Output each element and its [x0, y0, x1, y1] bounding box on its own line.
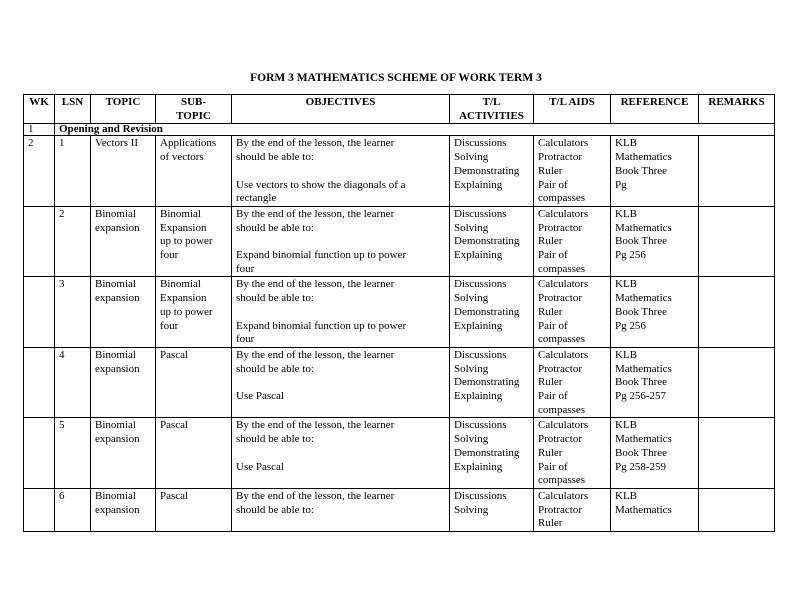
reference-line: Book Three: [615, 305, 668, 318]
activities-line: Discussions: [454, 489, 507, 502]
aids-line: compasses: [538, 192, 586, 205]
aids-cell: [534, 347, 611, 418]
objective-intro-line: By the end of the lesson, the learner: [236, 278, 395, 291]
header-reference: REFERENCE: [611, 95, 699, 124]
activities-line: Discussions: [454, 207, 507, 220]
header-wk: WK: [24, 95, 55, 124]
activities-line: Solving: [454, 221, 489, 234]
activities-line: Solving: [454, 503, 489, 516]
subtopic-line: Applications: [160, 137, 217, 150]
reference-line: Pg 258-259: [615, 460, 667, 473]
reference-line: KLB: [615, 348, 637, 361]
topic-cell: [91, 136, 156, 207]
topic-line: expansion: [95, 433, 140, 446]
reference-line: Mathematics: [615, 292, 672, 305]
wk-cell: 2: [24, 136, 55, 207]
subtopic-line: Pascal: [160, 348, 189, 361]
table-row: [24, 347, 775, 418]
objective-spacer: [236, 447, 445, 461]
aids-line: compasses: [538, 333, 586, 346]
activities-line: Solving: [454, 292, 489, 305]
objective-detail-line: Use vectors to show the diagonals of a: [236, 178, 406, 191]
table-body: [24, 124, 775, 532]
aids-line: Pair of: [538, 249, 568, 262]
topic-line: expansion: [95, 362, 140, 375]
header-subtopic-line: SUB-: [180, 96, 207, 108]
topic-cell: [91, 277, 156, 348]
aids-line: Calculators: [538, 278, 589, 291]
objective-intro-line: should be able to:: [236, 433, 314, 446]
reference-cell: [611, 206, 699, 277]
reference-line: Pg: [615, 178, 627, 191]
activities-line: Discussions: [454, 278, 507, 291]
reference-line: Mathematics: [615, 221, 672, 234]
activities-line: Demonstrating: [454, 235, 520, 248]
reference-line: KLB: [615, 137, 637, 150]
topic-line: expansion: [95, 503, 140, 516]
activities-line: Demonstrating: [454, 376, 520, 389]
aids-line: Calculators: [538, 137, 589, 150]
activities-line: Explaining: [454, 178, 503, 191]
objectives-cell: [232, 277, 450, 348]
subtopic-line: up to power: [160, 305, 213, 318]
reference-cell: [611, 277, 699, 348]
reference-line: Book Three: [615, 376, 668, 389]
aids-line: Pair of: [538, 460, 568, 473]
objective-detail-line: Expand binomial function up to power: [236, 249, 407, 262]
lsn-cell: 5: [55, 418, 91, 489]
wk-cell: [24, 277, 55, 348]
header-topic: TOPIC: [91, 95, 156, 124]
subtopic-line: Expansion: [160, 221, 207, 234]
objective-intro-line: should be able to:: [236, 503, 314, 516]
activities-line: Explaining: [454, 249, 503, 262]
activities-line: Discussions: [454, 137, 507, 150]
activities-line: Explaining: [454, 319, 503, 332]
remarks-cell: [699, 206, 775, 277]
aids-line: Calculators: [538, 419, 589, 432]
aids-cell: [534, 136, 611, 207]
reference-line: KLB: [615, 419, 637, 432]
aids-line: Protractor: [538, 221, 582, 234]
activities-line: Demonstrating: [454, 305, 520, 318]
activities-line: Explaining: [454, 390, 503, 403]
activities-line: Demonstrating: [454, 164, 520, 177]
topic-line: Binomial: [95, 419, 136, 432]
topic-line: Binomial: [95, 348, 136, 361]
activities-line: Solving: [454, 362, 489, 375]
objective-spacer: [236, 165, 445, 179]
opening-label-cell: Opening and Revision: [55, 124, 775, 136]
lsn-cell: 4: [55, 347, 91, 418]
activities-line: Discussions: [454, 348, 507, 361]
activities-line: Explaining: [454, 460, 503, 473]
activities-cell: [450, 136, 534, 207]
header-remarks: REMARKS: [699, 95, 775, 124]
topic-cell: [91, 418, 156, 489]
objective-intro-line: should be able to:: [236, 362, 314, 375]
wk-cell: [24, 418, 55, 489]
topic-cell: [91, 206, 156, 277]
reference-line: Mathematics: [615, 433, 672, 446]
subtopic-line: Expansion: [160, 292, 207, 305]
objectives-cell: [232, 136, 450, 207]
subtopic-cell: [156, 418, 232, 489]
table-row: [24, 136, 775, 207]
header-subtopic-line: TOPIC: [176, 109, 211, 122]
reference-cell: [611, 418, 699, 489]
reference-line: Pg 256: [615, 319, 646, 332]
subtopic-line: up to power: [160, 235, 213, 248]
aids-line: Calculators: [538, 348, 589, 361]
header-aids: T/L AIDS: [534, 95, 611, 124]
objective-spacer: [236, 376, 445, 390]
subtopic-cell: [156, 488, 232, 531]
remarks-cell: [699, 277, 775, 348]
aids-line: Ruler: [538, 517, 563, 530]
aids-line: Ruler: [538, 164, 563, 177]
aids-line: Ruler: [538, 376, 563, 389]
wk-cell: [24, 206, 55, 277]
reference-cell: [611, 488, 699, 531]
objective-intro-line: should be able to:: [236, 151, 314, 164]
aids-line: Protractor: [538, 503, 582, 516]
aids-cell: [534, 206, 611, 277]
header-objectives: OBJECTIVES: [232, 95, 450, 124]
reference-line: Book Three: [615, 235, 668, 248]
aids-line: Ruler: [538, 446, 563, 459]
activities-line: Solving: [454, 151, 489, 164]
remarks-cell: [699, 136, 775, 207]
header-activities-line: T/L: [482, 96, 501, 108]
subtopic-cell: [156, 136, 232, 207]
activities-cell: [450, 277, 534, 348]
objective-detail-line: Expand binomial function up to power: [236, 319, 407, 332]
aids-cell: [534, 488, 611, 531]
reference-line: Mathematics: [615, 362, 672, 375]
aids-line: Ruler: [538, 305, 563, 318]
wk-cell: [24, 488, 55, 531]
reference-cell: [611, 347, 699, 418]
header-row: [24, 95, 775, 124]
header-activities-line: ACTIVITIES: [459, 109, 524, 122]
aids-line: Calculators: [538, 207, 589, 220]
objective-intro-line: By the end of the lesson, the learner: [236, 137, 395, 150]
header-lsn: LSN: [55, 95, 91, 124]
subtopic-line: Binomial: [160, 278, 201, 291]
table-row: [24, 418, 775, 489]
aids-line: Pair of: [538, 390, 568, 403]
subtopic-line: of vectors: [160, 151, 204, 164]
aids-line: Protractor: [538, 292, 582, 305]
header-activities: [450, 95, 534, 124]
objective-intro-line: By the end of the lesson, the learner: [236, 419, 395, 432]
objective-intro-line: By the end of the lesson, the learner: [236, 348, 395, 361]
activities-line: Demonstrating: [454, 446, 520, 459]
activities-cell: [450, 418, 534, 489]
subtopic-cell: [156, 206, 232, 277]
reference-line: KLB: [615, 278, 637, 291]
topic-cell: [91, 488, 156, 531]
topic-line: Binomial: [95, 278, 136, 291]
topic-line: Vectors II: [95, 137, 139, 150]
lsn-cell: 6: [55, 488, 91, 531]
aids-cell: [534, 418, 611, 489]
reference-line: Book Three: [615, 164, 668, 177]
objectives-cell: [232, 488, 450, 531]
aids-line: Protractor: [538, 433, 582, 446]
objectives-cell: [232, 347, 450, 418]
reference-line: Pg 256-257: [615, 390, 667, 403]
wk-cell: [24, 347, 55, 418]
reference-cell: [611, 136, 699, 207]
objective-spacer: [236, 306, 445, 320]
header-subtopic: [156, 95, 232, 124]
reference-line: Book Three: [615, 446, 668, 459]
aids-line: compasses: [538, 262, 586, 275]
activities-cell: [450, 347, 534, 418]
lsn-cell: 3: [55, 277, 91, 348]
lsn-cell: 2: [55, 206, 91, 277]
reference-line: KLB: [615, 207, 637, 220]
objective-intro-line: should be able to:: [236, 292, 314, 305]
table-row: [24, 488, 775, 531]
subtopic-cell: [156, 347, 232, 418]
topic-line: expansion: [95, 292, 140, 305]
subtopic-line: four: [160, 249, 179, 262]
objective-detail-line: rectangle: [236, 192, 277, 205]
subtopic-line: four: [160, 319, 179, 332]
topic-line: expansion: [95, 221, 140, 234]
remarks-cell: [699, 488, 775, 531]
aids-line: Pair of: [538, 178, 568, 191]
topic-cell: [91, 347, 156, 418]
aids-line: Protractor: [538, 362, 582, 375]
reference-line: Mathematics: [615, 151, 672, 164]
reference-line: KLB: [615, 489, 637, 502]
remarks-cell: [699, 418, 775, 489]
remarks-cell: [699, 347, 775, 418]
subtopic-line: Pascal: [160, 489, 189, 502]
objective-intro-line: should be able to:: [236, 221, 314, 234]
activities-cell: [450, 206, 534, 277]
objective-detail-line: four: [236, 262, 255, 275]
opening-row: [24, 124, 775, 136]
table-row: [24, 277, 775, 348]
objective-intro-line: By the end of the lesson, the learner: [236, 489, 395, 502]
objective-detail-line: four: [236, 333, 255, 346]
subtopic-cell: [156, 277, 232, 348]
opening-wk-cell: 1: [24, 124, 55, 136]
objectives-cell: [232, 206, 450, 277]
subtopic-line: Pascal: [160, 419, 189, 432]
aids-cell: [534, 277, 611, 348]
activities-line: Solving: [454, 433, 489, 446]
aids-line: Pair of: [538, 319, 568, 332]
objective-detail-line: Use Pascal: [236, 390, 284, 403]
topic-line: Binomial: [95, 489, 136, 502]
topic-line: Binomial: [95, 207, 136, 220]
reference-line: Mathematics: [615, 503, 672, 516]
aids-line: Protractor: [538, 151, 582, 164]
objective-detail-line: Use Pascal: [236, 460, 284, 473]
objective-spacer: [236, 235, 445, 249]
aids-line: compasses: [538, 403, 586, 416]
aids-line: Ruler: [538, 235, 563, 248]
reference-line: Pg 256: [615, 249, 646, 262]
objectives-cell: [232, 418, 450, 489]
scheme-of-work-table: [23, 94, 775, 532]
table-row: [24, 206, 775, 277]
activities-cell: [450, 488, 534, 531]
aids-line: compasses: [538, 474, 586, 487]
aids-line: Calculators: [538, 489, 589, 502]
activities-line: Discussions: [454, 419, 507, 432]
subtopic-line: Binomial: [160, 207, 201, 220]
lsn-cell: 1: [55, 136, 91, 207]
objective-intro-line: By the end of the lesson, the learner: [236, 207, 395, 220]
document-title: FORM 3 MATHEMATICS SCHEME OF WORK TERM 3: [250, 72, 542, 84]
